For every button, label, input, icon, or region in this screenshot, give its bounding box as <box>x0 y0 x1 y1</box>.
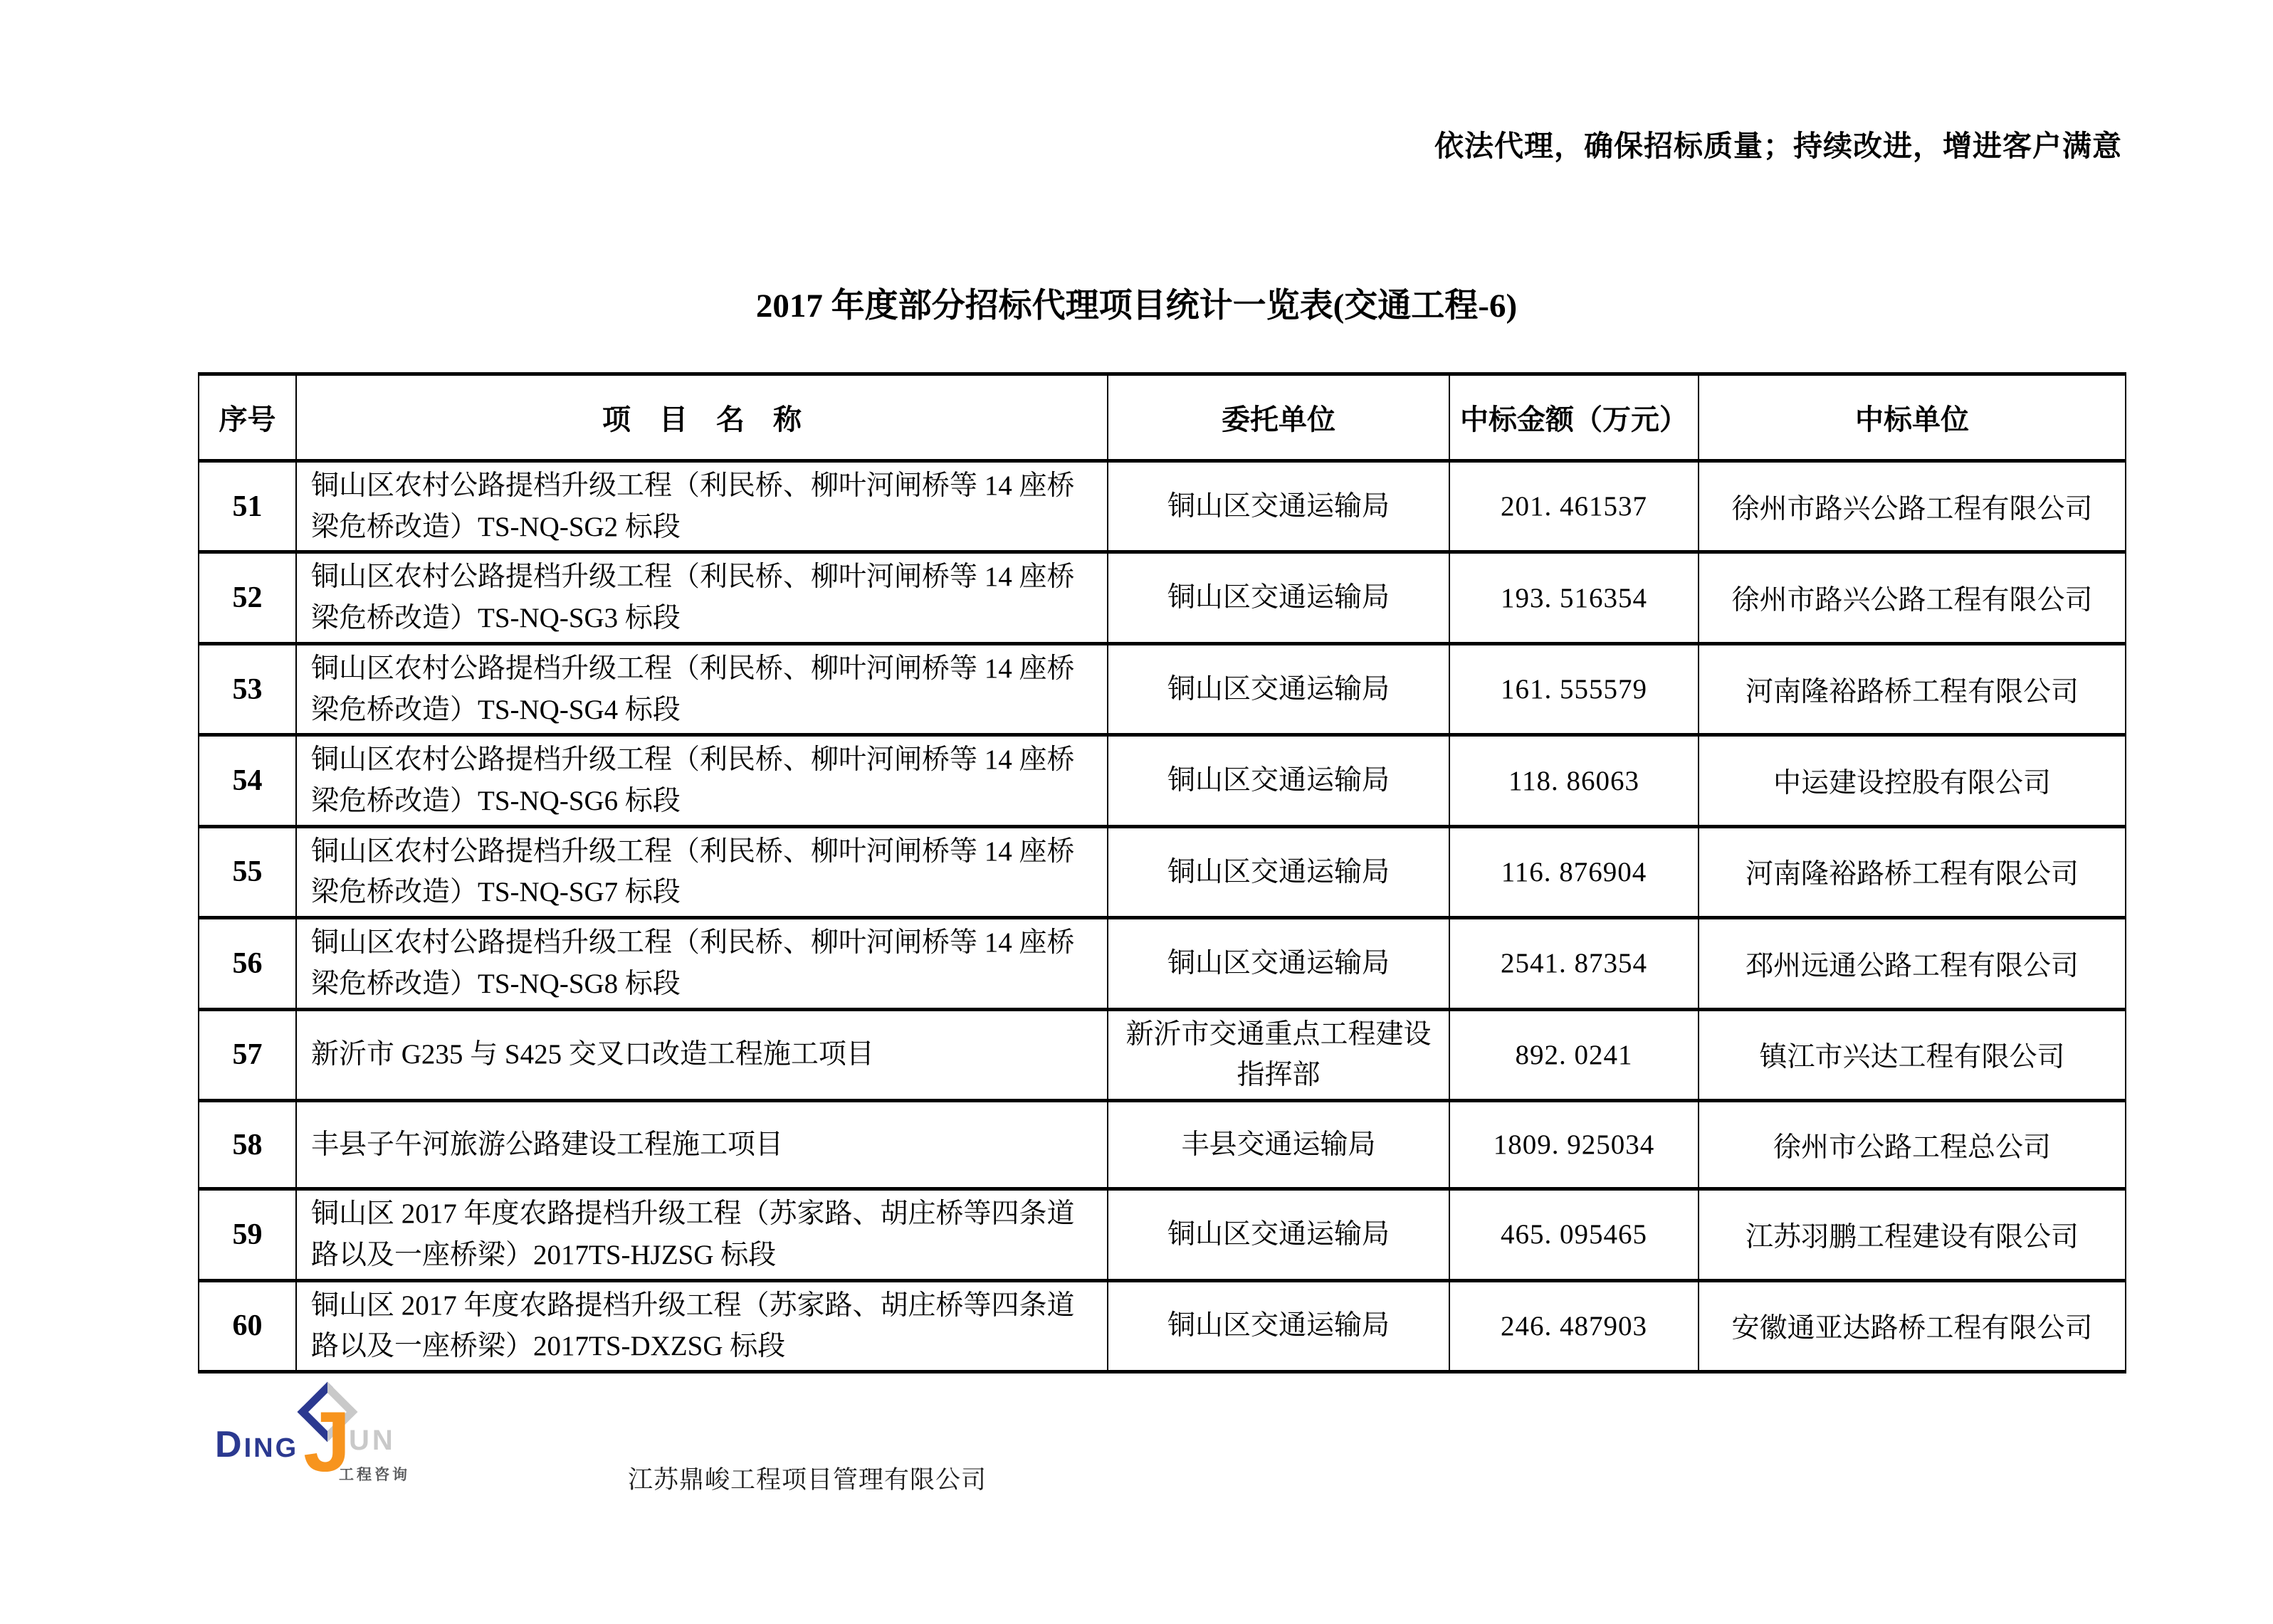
cell-winning-amount: 246. 487903 <box>1449 1280 1699 1371</box>
cell-winning-unit: 镇江市兴达工程有限公司 <box>1699 1009 2126 1100</box>
table-row <box>199 1101 2126 1189</box>
cell-winning-unit: 徐州市路兴公路工程有限公司 <box>1699 461 2126 552</box>
table-body <box>199 461 2126 1372</box>
logo-text-un: UN <box>349 1425 396 1456</box>
cell-project-name: 新沂市 G235 与 S425 交叉口改造工程施工项目 <box>296 1009 1108 1100</box>
table-row <box>199 643 2126 734</box>
cell-serial-number: 52 <box>199 552 296 643</box>
cell-serial-number: 58 <box>199 1101 296 1189</box>
cell-winning-amount: 161. 555579 <box>1449 643 1699 734</box>
table-row <box>199 1009 2126 1100</box>
cell-client-unit: 铜山区交通运输局 <box>1108 918 1449 1009</box>
cell-client-unit: 新沂市交通重点工程建设指挥部 <box>1108 1009 1449 1100</box>
table-row <box>199 1280 2126 1371</box>
column-header-winner: 中标单位 <box>1699 374 2126 461</box>
cell-project-name: 铜山区农村公路提档升级工程（利民桥、柳叶河闸桥等 14 座桥梁危桥改造）TS-NQ-SG3 标段 <box>296 552 1108 643</box>
column-header-client: 委托单位 <box>1108 374 1449 461</box>
footer-company-name: 江苏鼎峻工程项目管理有限公司 <box>628 1466 987 1494</box>
projects-table <box>198 372 2126 1373</box>
cell-winning-amount: 193. 516354 <box>1449 552 1699 643</box>
cell-serial-number: 57 <box>199 1009 296 1100</box>
page-title: 2017 年度部分招标代理项目统计一览表(交通工程-6) <box>755 288 1518 325</box>
table-row <box>199 461 2126 552</box>
cell-winning-unit: 安徽通亚达路桥工程有限公司 <box>1699 1280 2126 1371</box>
cell-serial-number: 59 <box>199 1189 296 1280</box>
dingjun-logo <box>212 1386 540 1525</box>
table-row <box>199 1189 2126 1280</box>
cell-winning-unit: 邳州远通公路工程有限公司 <box>1699 918 2126 1009</box>
cell-project-name: 铜山区农村公路提档升级工程（利民桥、柳叶河闸桥等 14 座桥梁危桥改造）TS-NQ-SG6 标段 <box>296 735 1108 826</box>
cell-winning-unit: 江苏羽鹏工程建设有限公司 <box>1699 1189 2126 1280</box>
cell-client-unit: 铜山区交通运输局 <box>1108 735 1449 826</box>
cell-winning-unit: 徐州市路兴公路工程有限公司 <box>1699 552 2126 643</box>
cell-serial-number: 55 <box>199 826 296 917</box>
cell-project-name: 铜山区 2017 年度农路提档升级工程（苏家路、胡庄桥等四条道路以及一座桥梁）2017TS-DXZSG 标段 <box>296 1280 1108 1371</box>
cell-serial-number: 54 <box>199 735 296 826</box>
table-row <box>199 552 2126 643</box>
cell-project-name: 铜山区农村公路提档升级工程（利民桥、柳叶河闸桥等 14 座桥梁危桥改造）TS-NQ-SG4 标段 <box>296 643 1108 734</box>
cell-winning-amount: 201. 461537 <box>1449 461 1699 552</box>
cell-winning-unit: 中运建设控股有限公司 <box>1699 735 2126 826</box>
cell-project-name: 丰县子午河旅游公路建设工程施工项目 <box>296 1101 1108 1189</box>
header-slogan: 依法代理，确保招标质量；持续改进，增进客户满意 <box>1434 130 2122 162</box>
cell-winning-unit: 河南隆裕路桥工程有限公司 <box>1699 826 2126 917</box>
cell-client-unit: 铜山区交通运输局 <box>1108 461 1449 552</box>
cell-serial-number: 60 <box>199 1280 296 1371</box>
logo-text-ding: DING <box>215 1424 299 1465</box>
logo-text-j: J <box>303 1394 351 1489</box>
cell-client-unit: 丰县交通运输局 <box>1108 1101 1449 1189</box>
table-row <box>199 735 2126 826</box>
cell-serial-number: 51 <box>199 461 296 552</box>
cell-winning-unit: 徐州市公路工程总公司 <box>1699 1101 2126 1189</box>
column-header-no: 序号 <box>199 374 296 461</box>
cell-project-name: 铜山区 2017 年度农路提档升级工程（苏家路、胡庄桥等四条道路以及一座桥梁）2017TS-HJZSG 标段 <box>296 1189 1108 1280</box>
cell-client-unit: 铜山区交通运输局 <box>1108 643 1449 734</box>
table-row <box>199 918 2126 1009</box>
cell-winning-amount: 116. 876904 <box>1449 826 1699 917</box>
cell-serial-number: 56 <box>199 918 296 1009</box>
logo-tagline: 工程咨询 <box>339 1467 410 1483</box>
cell-client-unit: 铜山区交通运输局 <box>1108 826 1449 917</box>
cell-client-unit: 铜山区交通运输局 <box>1108 1280 1449 1371</box>
cell-project-name: 铜山区农村公路提档升级工程（利民桥、柳叶河闸桥等 14 座桥梁危桥改造）TS-NQ-SG2 标段 <box>296 461 1108 552</box>
cell-serial-number: 53 <box>199 643 296 734</box>
cell-winning-amount: 2541. 87354 <box>1449 918 1699 1009</box>
cell-winning-amount: 1809. 925034 <box>1449 1101 1699 1189</box>
cell-client-unit: 铜山区交通运输局 <box>1108 552 1449 643</box>
cell-winning-amount: 465. 095465 <box>1449 1189 1699 1280</box>
table-header-row <box>199 374 2126 461</box>
cell-client-unit: 铜山区交通运输局 <box>1108 1189 1449 1280</box>
column-header-amount: 中标金额（万元） <box>1449 374 1699 461</box>
column-header-project: 项 目 名 称 <box>296 374 1108 461</box>
cell-project-name: 铜山区农村公路提档升级工程（利民桥、柳叶河闸桥等 14 座桥梁危桥改造）TS-NQ-SG7 标段 <box>296 826 1108 917</box>
cell-winning-amount: 118. 86063 <box>1449 735 1699 826</box>
cell-winning-unit: 河南隆裕路桥工程有限公司 <box>1699 643 2126 734</box>
table-row <box>199 826 2126 917</box>
cell-winning-amount: 892. 0241 <box>1449 1009 1699 1100</box>
cell-project-name: 铜山区农村公路提档升级工程（利民桥、柳叶河闸桥等 14 座桥梁危桥改造）TS-NQ-SG8 标段 <box>296 918 1108 1009</box>
